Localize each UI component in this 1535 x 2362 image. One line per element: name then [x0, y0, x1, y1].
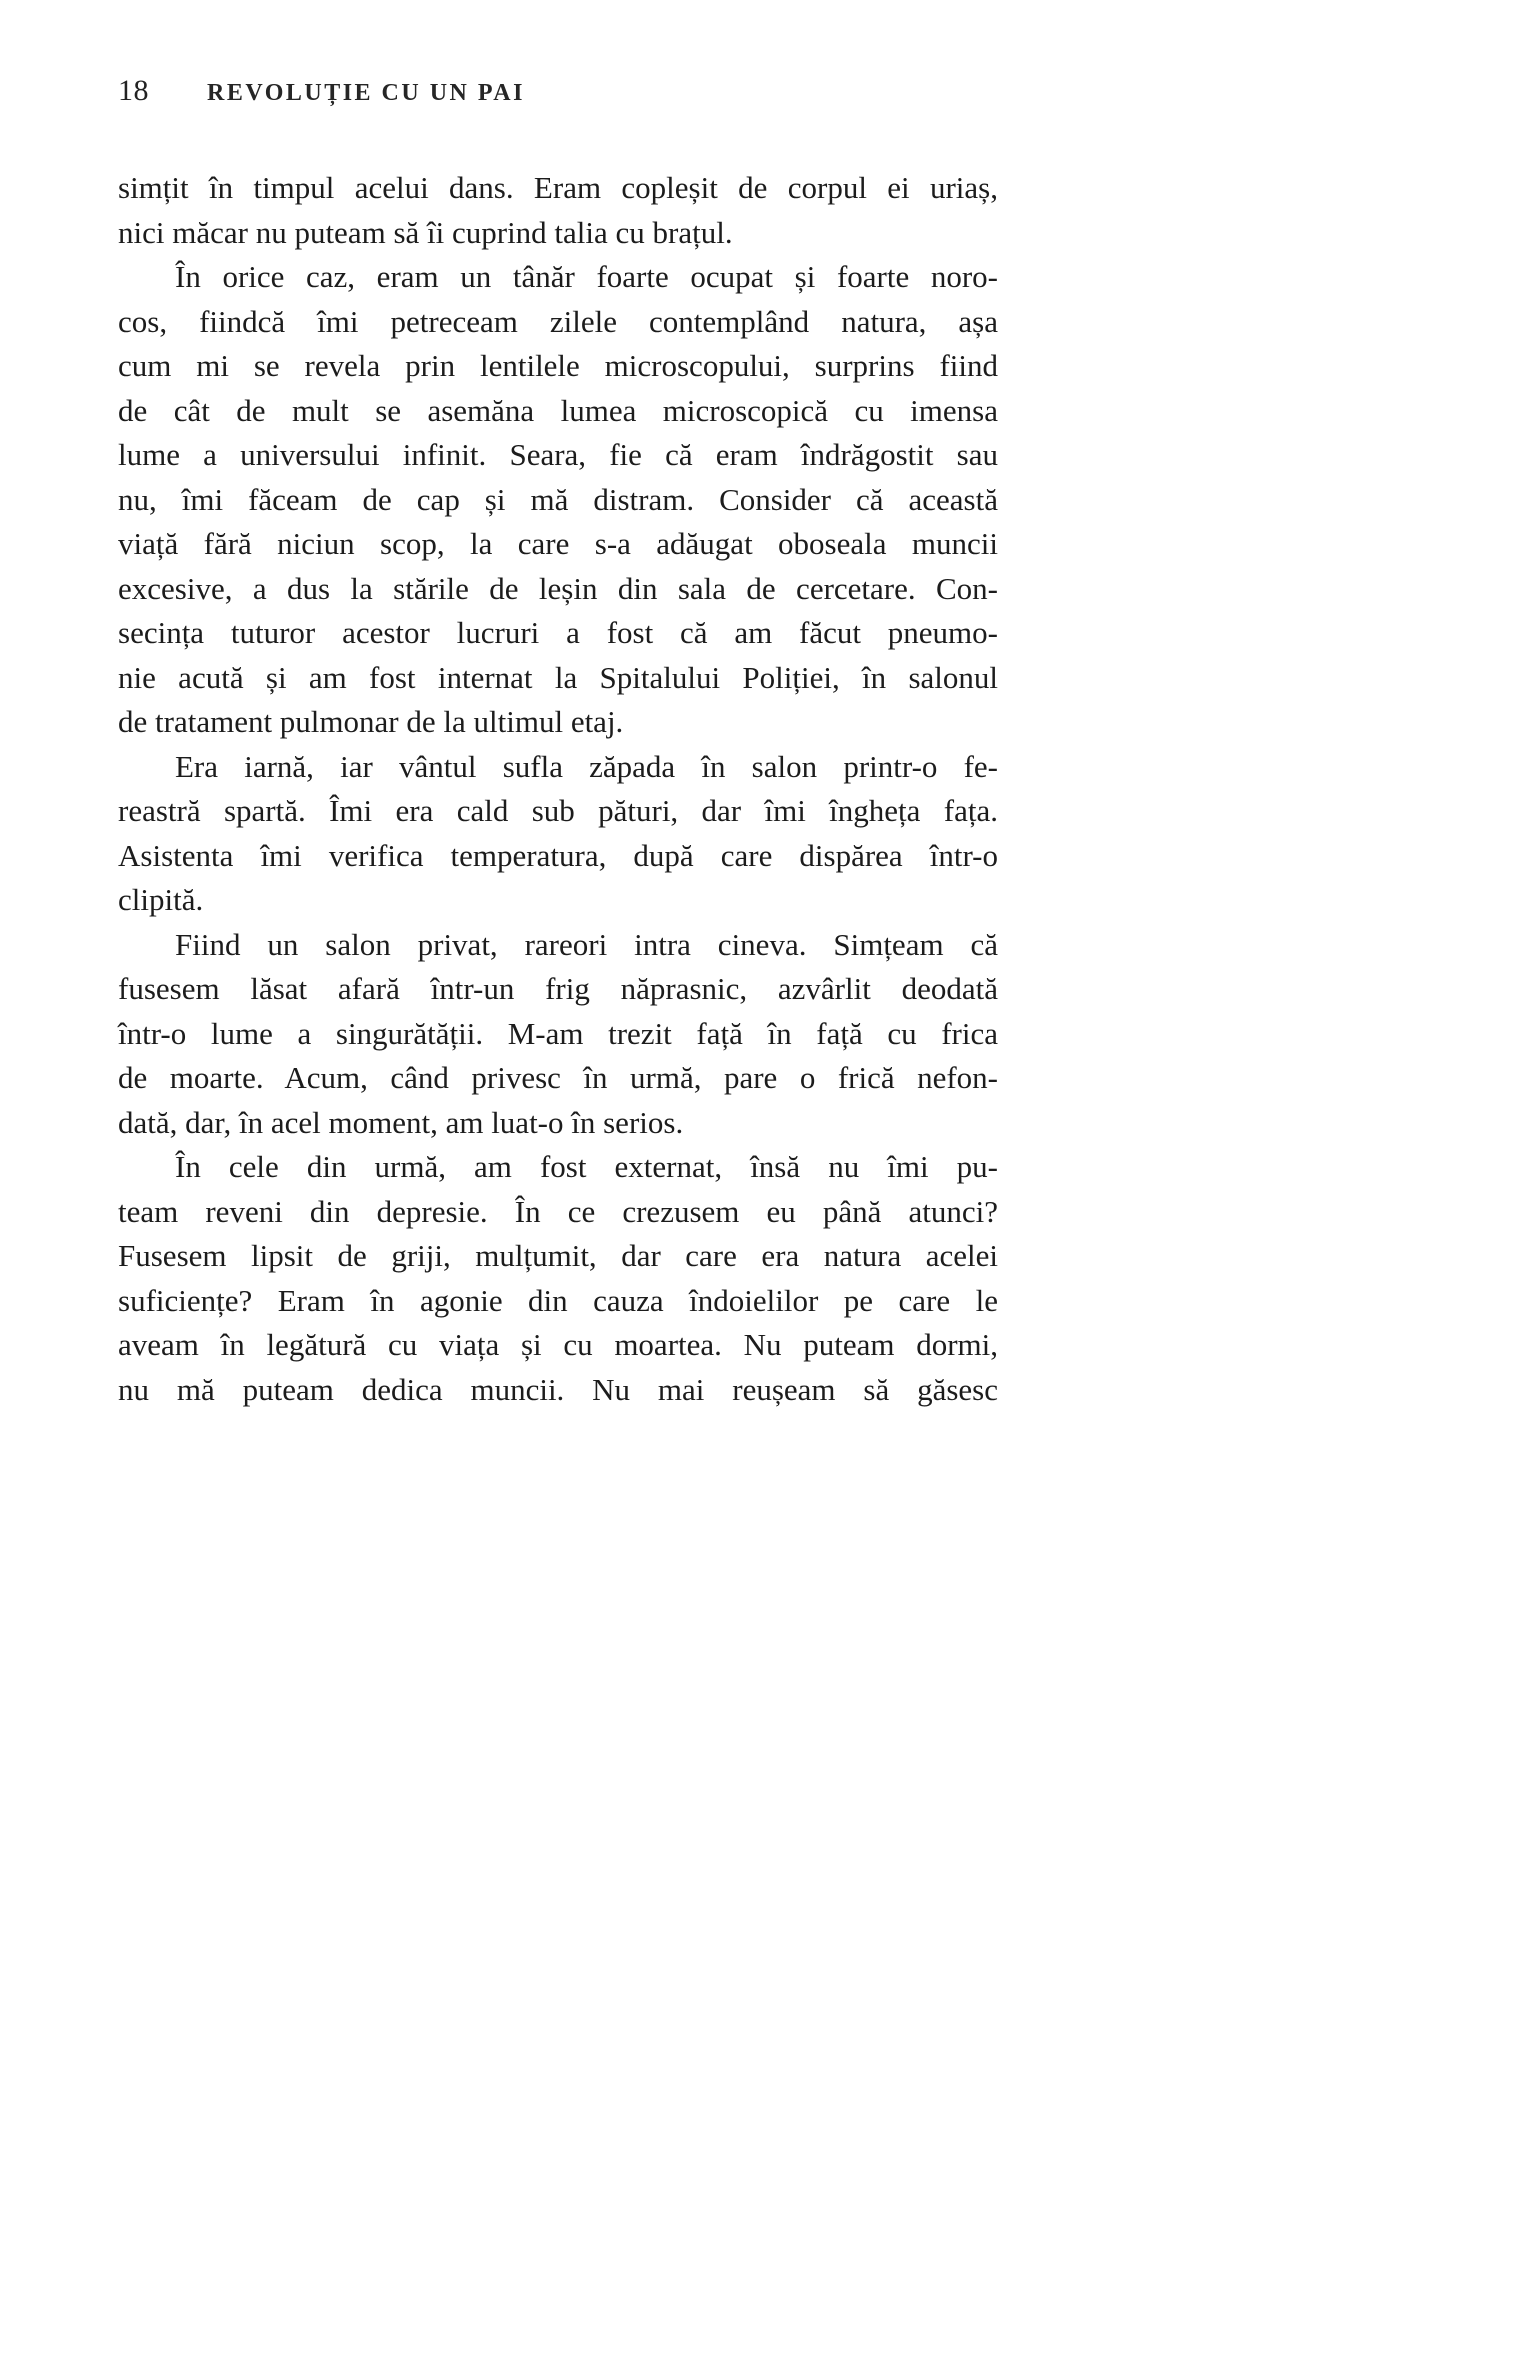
text-line: de moarte. Acum, când privesc în urmă, pare o frică nefon- [118, 1060, 998, 1095]
text-line: nu, îmi făceam de cap și mă distram. Consider că această [118, 481, 998, 517]
page-header [118, 74, 998, 108]
text-line: aveam în legătură cu viața și cu moartea. Nu puteam dormi, [118, 1327, 998, 1362]
text-line: Fiind un salon privat, rareori intra cineva. Simțeam că [175, 926, 998, 962]
text-line: team reveni din depresie. În ce crezusem eu până atunci? [118, 1193, 998, 1229]
text-line: În cele din urmă, am fost externat, însă nu îmi pu- [175, 1149, 998, 1184]
text-line: reastră spartă. Îmi era cald sub pături, dar îmi îngheța fața. [118, 793, 998, 828]
running-title: REVOLUȚIE CU UN PAI [207, 80, 525, 106]
text-line: Era iarnă, iar vântul sufla zăpada în salon printr-o fe- [175, 748, 998, 784]
text-line: suficiențe? Eram în agonie din cauza îndoielilor pe care le [118, 1282, 998, 1318]
text-line: nie acută și am fost internat la Spitalului Poliției, în salonul [118, 659, 998, 695]
text-line: lume a universului infinit. Seara, fie că eram îndrăgostit sau [118, 437, 998, 472]
text-line: simțit în timpul acelui dans. Eram copleșit de corpul ei uriaș, [118, 170, 998, 205]
text-line: Fusesem lipsit de griji, mulțumit, dar care era natura acelei [118, 1238, 998, 1273]
text-line: dată, dar, în acel moment, am luat-o în serios. [118, 1104, 684, 1140]
text-line: de cât de mult se asemăna lumea microscopică cu imensa [118, 392, 998, 428]
text-line: Asistenta îmi verifica temperatura, după care dispărea într-o [118, 837, 998, 873]
text-line: nu mă puteam dedica muncii. Nu mai reușeam să găsesc [118, 1371, 998, 1407]
text-line: clipită. [118, 882, 204, 917]
text-line: de tratament pulmonar de la ultimul etaj. [118, 704, 624, 739]
text-line: fusesem lăsat afară într-un frig năprasnic, azvârlit deodată [118, 971, 998, 1006]
text-line: cum mi se revela prin lentilele microscopului, surprins fiind [118, 348, 998, 383]
text-line: excesive, a dus la stările de leșin din sala de cercetare. Con- [118, 570, 998, 606]
text-line: viață fără niciun scop, la care s-a adăugat oboseala muncii [118, 526, 998, 561]
page-number: 18 [118, 74, 149, 107]
text-line: nici măcar nu puteam să îi cuprind talia cu brațul. [118, 214, 733, 250]
body-text [118, 166, 998, 1412]
text-line: cos, fiindcă îmi petreceam zilele contemplând natura, așa [118, 303, 998, 339]
text-line: secința tuturor acestor lucruri a fost că am făcut pneumo- [118, 615, 998, 650]
text-line: într-o lume a singurătății. M-am trezit față în față cu frica [118, 1015, 998, 1051]
text-line: În orice caz, eram un tânăr foarte ocupat și foarte noro- [175, 259, 998, 294]
